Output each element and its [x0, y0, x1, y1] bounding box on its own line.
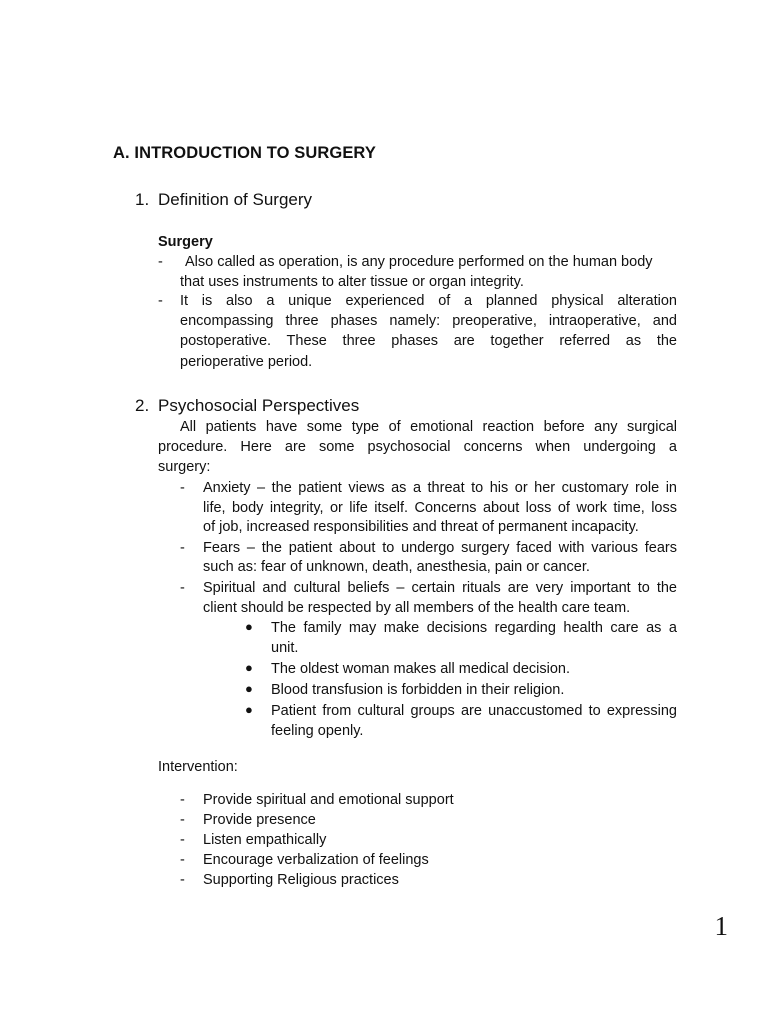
belief-1-line-1: The family may make decisions regarding health care as a: [271, 620, 677, 636]
intervention-item: Provide spiritual and emotional support: [203, 792, 454, 808]
intervention-item: Supporting Religious practices: [203, 872, 399, 888]
belief-3: Blood transfusion is forbidden in their religion.: [271, 682, 565, 698]
intro-line-3: surgery:: [158, 459, 211, 475]
belief-4-line-1: Patient from cultural groups are unaccustomed to expressing: [271, 703, 677, 719]
definition-item-2-line-4: perioperative period.: [180, 354, 313, 370]
dash-marker: -: [180, 832, 185, 848]
bullet-icon: ●: [245, 681, 253, 696]
surgery-term: Surgery: [158, 234, 213, 250]
dash-marker: -: [158, 293, 163, 309]
definition-item-1-line-2: that uses instruments to alter tissue or organ integrity.: [180, 274, 524, 290]
fears-line-1: Fears – the patient about to undergo surgery faced with various fears: [203, 540, 677, 556]
dash-marker: -: [180, 480, 185, 496]
page-number: 1: [714, 911, 728, 941]
intro-line-2: procedure. Here are some psychosocial concerns when undergoing a: [158, 439, 677, 455]
intervention-label: Intervention:: [158, 759, 238, 775]
section-1-number: 1.: [135, 190, 150, 209]
intervention-item: Provide presence: [203, 812, 316, 828]
bullet-icon: ●: [245, 660, 253, 675]
bullet-icon: ●: [245, 619, 253, 634]
anxiety-line-1: Anxiety – the patient views as a threat to his or her customary role in: [203, 480, 677, 496]
belief-4-line-2: feeling openly.: [271, 723, 364, 739]
chapter-heading: A. INTRODUCTION TO SURGERY: [113, 144, 376, 162]
section-1-title: [135, 190, 312, 210]
dash-marker: -: [180, 872, 185, 888]
dash-marker: -: [180, 792, 185, 808]
dash-marker: -: [158, 254, 163, 270]
belief-2: The oldest woman makes all medical decision.: [271, 661, 570, 677]
spiritual-line-1: Spiritual and cultural beliefs – certain rituals are very important to the: [203, 580, 677, 596]
anxiety-line-2: life, body integrity, or life itself. Concerns about loss of work time, loss: [203, 500, 677, 516]
spiritual-line-2: client should be respected by all members of the health care team.: [203, 600, 631, 616]
definition-item-1-line-1: Also called as operation, is any procedure performed on the human body: [185, 254, 653, 270]
intervention-item: Listen empathically: [203, 832, 327, 848]
fears-line-2: such as: fear of unknown, death, anesthesia, pain or cancer.: [203, 559, 590, 575]
intervention-item: Encourage verbalization of feelings: [203, 852, 429, 868]
dash-marker: -: [180, 580, 185, 596]
dash-marker: -: [180, 812, 185, 828]
dash-marker: -: [180, 540, 185, 556]
section-2-title-text: Psychosocial Perspectives: [158, 396, 360, 415]
belief-1-line-2: unit.: [271, 640, 299, 656]
definition-item-2-line-3: postoperative. These three phases are together referred as the: [180, 333, 677, 349]
dash-marker: -: [180, 852, 185, 868]
anxiety-line-3: of job, increased responsibilities and threat of permanent incapacity.: [203, 519, 639, 535]
definition-item-2-line-1: It is also a unique experienced of a planned physical alteration: [180, 293, 677, 309]
section-1-title-text: Definition of Surgery: [158, 190, 313, 209]
section-2-title: [135, 396, 359, 416]
definition-item-2-line-2: encompassing three phases namely: preoperative, intraoperative, and: [180, 313, 677, 329]
intro-line-1: All patients have some type of emotional reaction before any surgical: [180, 419, 677, 435]
section-2-number: 2.: [135, 396, 150, 415]
bullet-icon: ●: [245, 702, 253, 717]
